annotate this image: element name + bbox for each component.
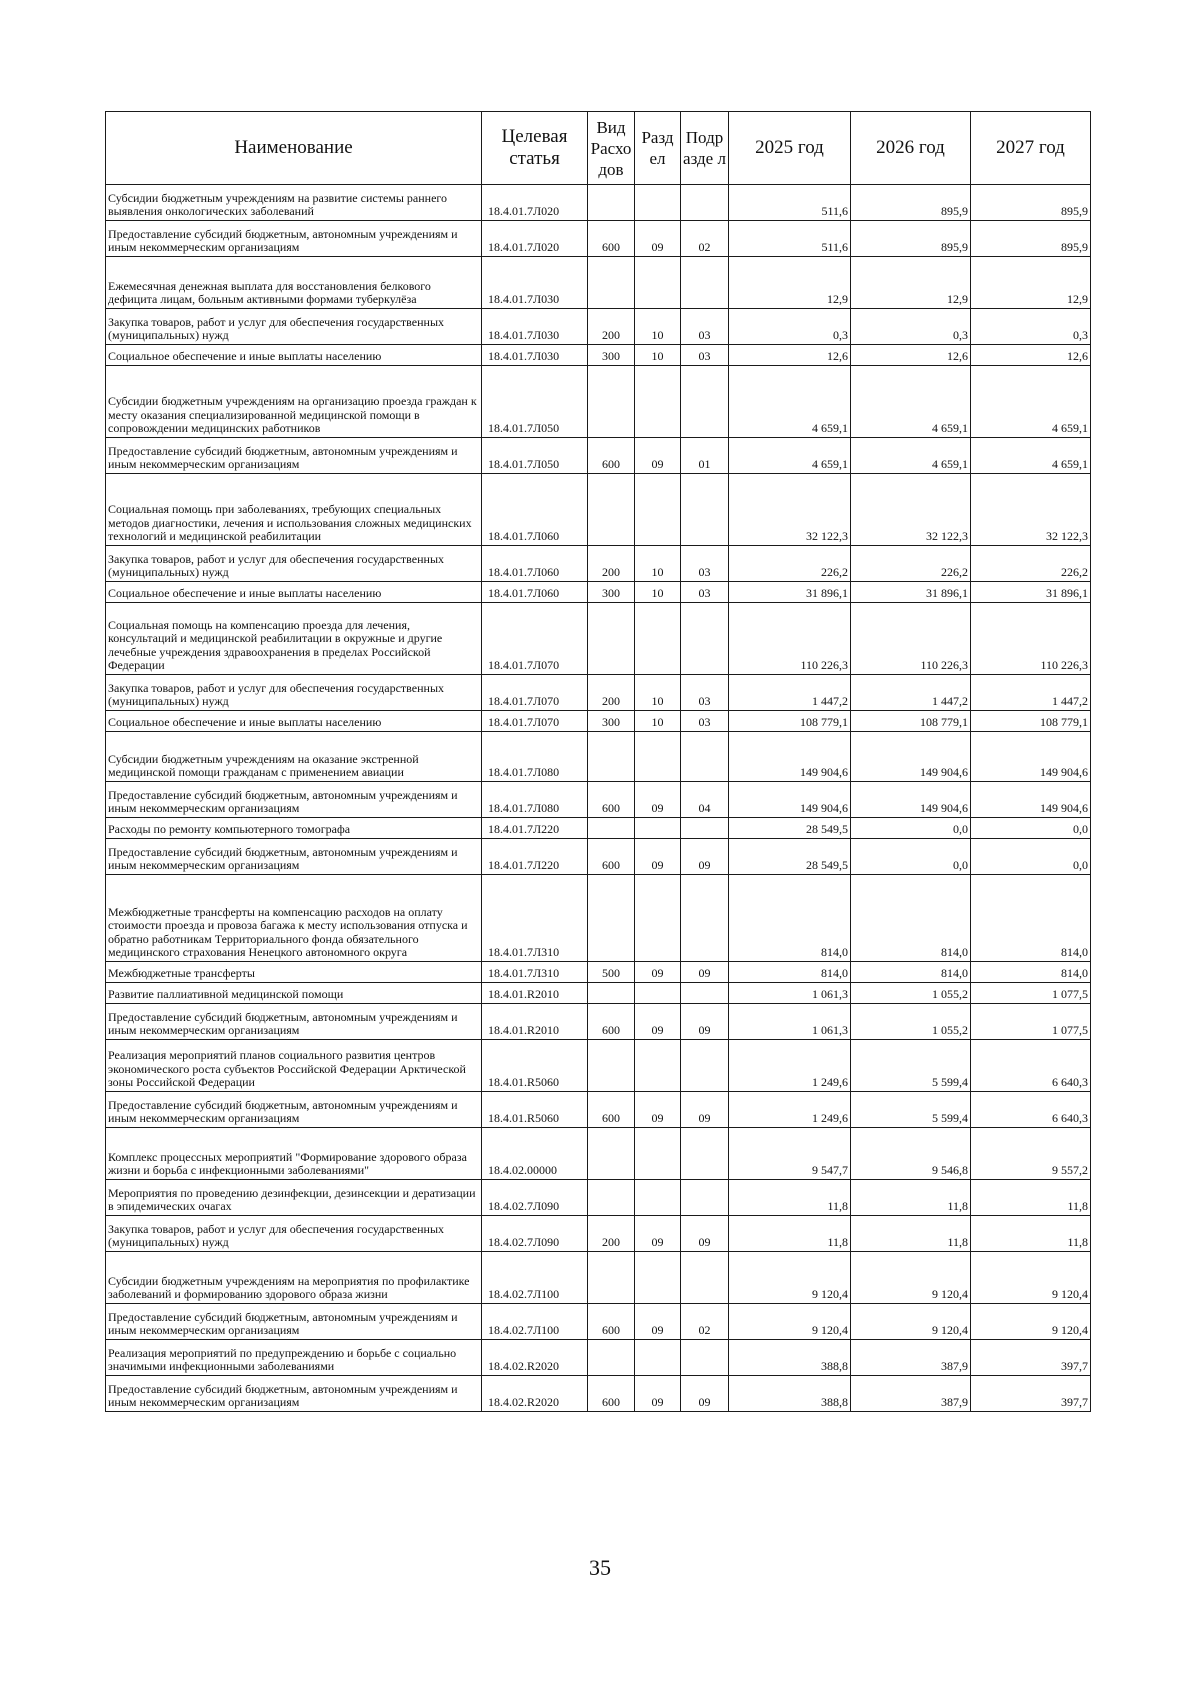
row-target-article: 18.4.01.7Л060 (482, 546, 588, 582)
row-amount-2026: 226,2 (851, 546, 971, 582)
row-subsection: 09 (681, 1376, 729, 1412)
table-row (106, 345, 1091, 366)
row-subsection: 09 (681, 1004, 729, 1040)
row-expense-type: 600 (588, 1376, 635, 1412)
table-row (106, 782, 1091, 818)
row-target-article: 18.4.01.7Л020 (482, 221, 588, 257)
row-name: Социальное обеспечение и иные выплаты населению (106, 345, 482, 366)
row-target-article: 18.4.02.7Л100 (482, 1252, 588, 1304)
row-amount-2026: 1 447,2 (851, 675, 971, 711)
row-expense-type: 200 (588, 1216, 635, 1252)
row-amount-2026: 9 120,4 (851, 1252, 971, 1304)
row-expense-type: 600 (588, 221, 635, 257)
row-amount-2027: 1 077,5 (971, 983, 1091, 1004)
table-row (106, 839, 1091, 875)
row-name: Предоставление субсидий бюджетным, автономным учреждениям и иным некоммерческим организациям (106, 221, 482, 257)
row-amount-2026: 149 904,6 (851, 782, 971, 818)
row-expense-type (588, 474, 635, 546)
row-section (635, 185, 681, 221)
row-name: Предоставление субсидий бюджетным, автономным учреждениям и иным некоммерческим организациям (106, 839, 482, 875)
table-row (106, 1128, 1091, 1180)
row-subsection (681, 983, 729, 1004)
row-section: 10 (635, 582, 681, 603)
row-section (635, 474, 681, 546)
row-subsection (681, 366, 729, 438)
row-amount-2027: 0,0 (971, 839, 1091, 875)
table-row (106, 185, 1091, 221)
row-section: 09 (635, 1376, 681, 1412)
row-name: Закупка товаров, работ и услуг для обеспечения государственных (муниципальных) нужд (106, 309, 482, 345)
row-amount-2025: 108 779,1 (729, 711, 851, 732)
row-subsection: 02 (681, 221, 729, 257)
row-amount-2026: 5 599,4 (851, 1092, 971, 1128)
header-target-article: Целевая статья (482, 112, 588, 185)
row-subsection: 09 (681, 1216, 729, 1252)
row-section (635, 1252, 681, 1304)
row-amount-2025: 0,3 (729, 309, 851, 345)
row-section (635, 603, 681, 675)
table-row (106, 474, 1091, 546)
row-amount-2025: 11,8 (729, 1216, 851, 1252)
row-expense-type: 200 (588, 309, 635, 345)
row-expense-type: 300 (588, 582, 635, 603)
table-row (106, 1216, 1091, 1252)
row-target-article: 18.4.01.7Л050 (482, 366, 588, 438)
row-subsection: 02 (681, 1304, 729, 1340)
row-section (635, 875, 681, 962)
row-amount-2025: 9 120,4 (729, 1304, 851, 1340)
row-subsection: 03 (681, 309, 729, 345)
row-name: Субсидии бюджетным учреждениям на развитие системы раннего выявления онкологических заболеваний (106, 185, 482, 221)
row-section (635, 1128, 681, 1180)
row-name: Предоставление субсидий бюджетным, автономным учреждениям и иным некоммерческим организациям (106, 1004, 482, 1040)
row-name: Субсидии бюджетным учреждениям на организацию проезда граждан к месту оказания специализированной медицинской помощи в сопровождении медицинских работников (106, 366, 482, 438)
row-subsection (681, 732, 729, 782)
row-expense-type (588, 257, 635, 309)
row-amount-2027: 9 120,4 (971, 1304, 1091, 1340)
row-amount-2026: 9 546,8 (851, 1128, 971, 1180)
row-name: Комплекс процессных мероприятий "Формирование здорового образа жизни и борьба с инфекционными заболеваниями" (106, 1128, 482, 1180)
row-amount-2025: 1 249,6 (729, 1040, 851, 1092)
row-expense-type: 600 (588, 782, 635, 818)
row-amount-2026: 4 659,1 (851, 438, 971, 474)
row-target-article: 18.4.01.7Л070 (482, 603, 588, 675)
table-row (106, 438, 1091, 474)
row-expense-type: 300 (588, 345, 635, 366)
row-section: 09 (635, 438, 681, 474)
row-amount-2025: 1 061,3 (729, 983, 851, 1004)
row-amount-2025: 1 249,6 (729, 1092, 851, 1128)
row-amount-2026: 4 659,1 (851, 366, 971, 438)
row-amount-2027: 31 896,1 (971, 582, 1091, 603)
table-row (106, 1180, 1091, 1216)
row-target-article: 18.4.02.7Л090 (482, 1180, 588, 1216)
header-section: Разд ел (635, 112, 681, 185)
row-expense-type: 200 (588, 675, 635, 711)
row-expense-type: 300 (588, 711, 635, 732)
row-amount-2027: 11,8 (971, 1216, 1091, 1252)
row-section (635, 1340, 681, 1376)
row-subsection (681, 185, 729, 221)
row-target-article: 18.4.01.7Л220 (482, 839, 588, 875)
header-row (106, 112, 1091, 185)
row-name: Расходы по ремонту компьютерного томографа (106, 818, 482, 839)
row-subsection (681, 1340, 729, 1376)
row-amount-2025: 814,0 (729, 875, 851, 962)
row-subsection (681, 1128, 729, 1180)
table-row (106, 1004, 1091, 1040)
row-target-article: 18.4.01.R2010 (482, 1004, 588, 1040)
row-subsection: 03 (681, 675, 729, 711)
row-amount-2025: 388,8 (729, 1376, 851, 1412)
row-section: 09 (635, 1004, 681, 1040)
row-amount-2025: 110 226,3 (729, 603, 851, 675)
row-amount-2027: 226,2 (971, 546, 1091, 582)
row-subsection: 03 (681, 711, 729, 732)
row-amount-2027: 9 120,4 (971, 1252, 1091, 1304)
row-amount-2026: 814,0 (851, 875, 971, 962)
table-row (106, 818, 1091, 839)
row-section: 09 (635, 782, 681, 818)
row-amount-2026: 0,0 (851, 839, 971, 875)
row-amount-2026: 12,6 (851, 345, 971, 366)
row-section (635, 732, 681, 782)
row-amount-2026: 32 122,3 (851, 474, 971, 546)
table-row (106, 1376, 1091, 1412)
row-section: 09 (635, 1304, 681, 1340)
row-amount-2027: 6 640,3 (971, 1092, 1091, 1128)
header-subsection: Подр азде л (681, 112, 729, 185)
row-section: 10 (635, 309, 681, 345)
row-name: Предоставление субсидий бюджетным, автономным учреждениям и иным некоммерческим организациям (106, 1376, 482, 1412)
row-amount-2027: 149 904,6 (971, 732, 1091, 782)
row-amount-2026: 9 120,4 (851, 1304, 971, 1340)
table-row (106, 582, 1091, 603)
row-section: 10 (635, 675, 681, 711)
table-row (106, 1040, 1091, 1092)
row-subsection (681, 1040, 729, 1092)
row-expense-type (588, 818, 635, 839)
row-expense-type: 200 (588, 546, 635, 582)
row-target-article: 18.4.02.7Л090 (482, 1216, 588, 1252)
row-amount-2027: 814,0 (971, 962, 1091, 983)
row-amount-2025: 12,9 (729, 257, 851, 309)
row-amount-2025: 226,2 (729, 546, 851, 582)
row-name: Субсидии бюджетным учреждениям на оказание экстренной медицинской помощи гражданам с применением авиации (106, 732, 482, 782)
row-subsection (681, 603, 729, 675)
row-subsection (681, 1180, 729, 1216)
row-expense-type: 600 (588, 438, 635, 474)
row-amount-2027: 895,9 (971, 221, 1091, 257)
row-section (635, 818, 681, 839)
row-amount-2025: 31 896,1 (729, 582, 851, 603)
row-name: Закупка товаров, работ и услуг для обеспечения государственных (муниципальных) нужд (106, 1216, 482, 1252)
row-subsection: 03 (681, 582, 729, 603)
row-amount-2025: 9 547,7 (729, 1128, 851, 1180)
table-row (106, 309, 1091, 345)
row-name: Межбюджетные трансферты на компенсацию расходов на оплату стоимости проезда и провоза багажа к месту использования отпуска и обратно работникам Территориального фонда обязательного медицинского страхования Ненецкого автономного округа (106, 875, 482, 962)
row-amount-2027: 110 226,3 (971, 603, 1091, 675)
row-name: Субсидии бюджетным учреждениям на мероприятия по профилактике заболеваний и формированию здорового образа жизни (106, 1252, 482, 1304)
row-name: Реализация мероприятий по предупреждению и борьбе с социально значимыми инфекционными заболеваниями (106, 1340, 482, 1376)
page-number: 35 (589, 1555, 611, 1580)
row-subsection (681, 257, 729, 309)
table-row (106, 983, 1091, 1004)
row-amount-2026: 11,8 (851, 1216, 971, 1252)
table-row (106, 675, 1091, 711)
row-amount-2025: 28 549,5 (729, 839, 851, 875)
row-name: Предоставление субсидий бюджетным, автономным учреждениям и иным некоммерческим организациям (106, 438, 482, 474)
row-amount-2025: 814,0 (729, 962, 851, 983)
row-subsection: 09 (681, 962, 729, 983)
row-expense-type (588, 1340, 635, 1376)
header-year-2026: 2026 год (851, 112, 971, 185)
row-amount-2026: 108 779,1 (851, 711, 971, 732)
row-section (635, 257, 681, 309)
row-amount-2026: 12,9 (851, 257, 971, 309)
row-section (635, 983, 681, 1004)
table-row (106, 875, 1091, 962)
row-target-article: 18.4.01.7Л080 (482, 732, 588, 782)
row-amount-2027: 12,6 (971, 345, 1091, 366)
row-amount-2026: 0,3 (851, 309, 971, 345)
row-target-article: 18.4.01.R5060 (482, 1040, 588, 1092)
row-subsection: 01 (681, 438, 729, 474)
row-target-article: 18.4.02.7Л100 (482, 1304, 588, 1340)
row-target-article: 18.4.02.00000 (482, 1128, 588, 1180)
row-amount-2025: 388,8 (729, 1340, 851, 1376)
table-row (106, 257, 1091, 309)
row-section: 10 (635, 345, 681, 366)
row-amount-2025: 1 061,3 (729, 1004, 851, 1040)
row-expense-type (588, 983, 635, 1004)
row-amount-2026: 895,9 (851, 221, 971, 257)
row-amount-2027: 6 640,3 (971, 1040, 1091, 1092)
row-amount-2025: 12,6 (729, 345, 851, 366)
row-subsection (681, 818, 729, 839)
row-amount-2027: 12,9 (971, 257, 1091, 309)
row-amount-2025: 9 120,4 (729, 1252, 851, 1304)
row-expense-type (588, 1252, 635, 1304)
row-target-article: 18.4.01.R2010 (482, 983, 588, 1004)
row-name: Ежемесячная денежная выплата для восстановления белкового дефицита лицам, больным активными формами туберкулёза (106, 257, 482, 309)
row-section: 09 (635, 839, 681, 875)
table-row (106, 221, 1091, 257)
table-header (106, 112, 1091, 185)
row-amount-2025: 4 659,1 (729, 366, 851, 438)
row-expense-type (588, 732, 635, 782)
row-name: Закупка товаров, работ и услуг для обеспечения государственных (муниципальных) нужд (106, 675, 482, 711)
row-amount-2025: 149 904,6 (729, 732, 851, 782)
table-row (106, 1304, 1091, 1340)
row-target-article: 18.4.01.7Л030 (482, 345, 588, 366)
row-name: Закупка товаров, работ и услуг для обеспечения государственных (муниципальных) нужд (106, 546, 482, 582)
row-amount-2026: 5 599,4 (851, 1040, 971, 1092)
row-expense-type (588, 603, 635, 675)
row-amount-2027: 814,0 (971, 875, 1091, 962)
row-amount-2027: 0,0 (971, 818, 1091, 839)
row-section (635, 366, 681, 438)
row-amount-2025: 511,6 (729, 185, 851, 221)
row-subsection: 09 (681, 1092, 729, 1128)
budget-table (105, 111, 1091, 1412)
table-row (106, 366, 1091, 438)
row-name: Предоставление субсидий бюджетным, автономным учреждениям и иным некоммерческим организациям (106, 782, 482, 818)
row-amount-2027: 4 659,1 (971, 366, 1091, 438)
row-name: Предоставление субсидий бюджетным, автономным учреждениям и иным некоммерческим организациям (106, 1092, 482, 1128)
row-amount-2026: 0,0 (851, 818, 971, 839)
row-target-article: 18.4.01.7Л310 (482, 875, 588, 962)
row-section (635, 1040, 681, 1092)
row-amount-2026: 814,0 (851, 962, 971, 983)
row-subsection (681, 1252, 729, 1304)
row-amount-2027: 1 077,5 (971, 1004, 1091, 1040)
row-target-article: 18.4.01.7Л070 (482, 711, 588, 732)
row-name: Межбюджетные трансферты (106, 962, 482, 983)
header-year-2025: 2025 год (729, 112, 851, 185)
row-expense-type (588, 1128, 635, 1180)
row-target-article: 18.4.02.R2020 (482, 1340, 588, 1376)
row-amount-2026: 895,9 (851, 185, 971, 221)
row-subsection: 03 (681, 345, 729, 366)
row-expense-type (588, 1180, 635, 1216)
row-amount-2025: 149 904,6 (729, 782, 851, 818)
row-subsection: 04 (681, 782, 729, 818)
row-expense-type: 600 (588, 1004, 635, 1040)
row-amount-2026: 149 904,6 (851, 732, 971, 782)
row-subsection: 09 (681, 839, 729, 875)
row-amount-2027: 4 659,1 (971, 438, 1091, 474)
row-expense-type: 600 (588, 1304, 635, 1340)
row-name: Социальная помощь на компенсацию проезда для лечения, консультаций и медицинской реабилитации в окружные и другие лечебные учреждения здравоохранения в пределах Российской Федерации (106, 603, 482, 675)
row-name: Предоставление субсидий бюджетным, автономным учреждениям и иным некоммерческим организациям (106, 1304, 482, 1340)
row-amount-2026: 31 896,1 (851, 582, 971, 603)
row-section (635, 1180, 681, 1216)
header-name: Наименование (106, 112, 482, 185)
row-name: Социальное обеспечение и иные выплаты населению (106, 711, 482, 732)
row-amount-2027: 108 779,1 (971, 711, 1091, 732)
row-expense-type (588, 875, 635, 962)
row-expense-type (588, 366, 635, 438)
row-expense-type: 600 (588, 1092, 635, 1128)
row-target-article: 18.4.01.7Л310 (482, 962, 588, 983)
row-amount-2025: 511,6 (729, 221, 851, 257)
table-body (106, 185, 1091, 1412)
row-expense-type (588, 1040, 635, 1092)
row-target-article: 18.4.01.7Л080 (482, 782, 588, 818)
row-amount-2025: 11,8 (729, 1180, 851, 1216)
row-amount-2027: 397,7 (971, 1376, 1091, 1412)
row-subsection (681, 474, 729, 546)
row-target-article: 18.4.01.7Л070 (482, 675, 588, 711)
row-amount-2026: 110 226,3 (851, 603, 971, 675)
row-target-article: 18.4.01.7Л030 (482, 309, 588, 345)
row-subsection (681, 875, 729, 962)
table-row (106, 603, 1091, 675)
row-section: 09 (635, 221, 681, 257)
header-expense-type: Вид Расхо дов (588, 112, 635, 185)
table-row (106, 962, 1091, 983)
row-expense-type: 500 (588, 962, 635, 983)
row-amount-2026: 1 055,2 (851, 983, 971, 1004)
table-row (106, 1252, 1091, 1304)
row-amount-2026: 387,9 (851, 1376, 971, 1412)
row-amount-2026: 387,9 (851, 1340, 971, 1376)
row-amount-2027: 9 557,2 (971, 1128, 1091, 1180)
row-name: Социальное обеспечение и иные выплаты населению (106, 582, 482, 603)
row-amount-2026: 1 055,2 (851, 1004, 971, 1040)
row-amount-2027: 397,7 (971, 1340, 1091, 1376)
header-year-2027: 2027 год (971, 112, 1091, 185)
row-section: 09 (635, 1092, 681, 1128)
row-amount-2027: 1 447,2 (971, 675, 1091, 711)
row-amount-2027: 895,9 (971, 185, 1091, 221)
row-amount-2026: 11,8 (851, 1180, 971, 1216)
row-amount-2025: 1 447,2 (729, 675, 851, 711)
row-amount-2027: 149 904,6 (971, 782, 1091, 818)
row-name: Развитие паллиативной медицинской помощи (106, 983, 482, 1004)
row-expense-type: 600 (588, 839, 635, 875)
row-target-article: 18.4.01.7Л060 (482, 582, 588, 603)
row-amount-2027: 0,3 (971, 309, 1091, 345)
row-name: Реализация мероприятий планов социального развития центров экономического роста субъектов Российской Федерации Арктической зоны Российской Федерации (106, 1040, 482, 1092)
table-row (106, 711, 1091, 732)
row-target-article: 18.4.01.R5060 (482, 1092, 588, 1128)
row-section: 10 (635, 546, 681, 582)
row-amount-2025: 32 122,3 (729, 474, 851, 546)
table-row (106, 1340, 1091, 1376)
row-section: 10 (635, 711, 681, 732)
table-row (106, 732, 1091, 782)
row-target-article: 18.4.01.7Л220 (482, 818, 588, 839)
row-amount-2025: 4 659,1 (729, 438, 851, 474)
row-subsection: 03 (681, 546, 729, 582)
row-amount-2027: 11,8 (971, 1180, 1091, 1216)
row-name: Мероприятия по проведению дезинфекции, дезинсекции и дератизации в эпидемических очагах (106, 1180, 482, 1216)
row-amount-2025: 28 549,5 (729, 818, 851, 839)
row-name: Социальная помощь при заболеваниях, требующих специальных методов диагностики, лечения и использования сложных медицинских технологий и медицинской реабилитации (106, 474, 482, 546)
table-row (106, 1092, 1091, 1128)
row-target-article: 18.4.01.7Л030 (482, 257, 588, 309)
row-target-article: 18.4.02.R2020 (482, 1376, 588, 1412)
row-target-article: 18.4.01.7Л050 (482, 438, 588, 474)
row-section: 09 (635, 962, 681, 983)
row-amount-2027: 32 122,3 (971, 474, 1091, 546)
row-target-article: 18.4.01.7Л060 (482, 474, 588, 546)
row-section: 09 (635, 1216, 681, 1252)
row-expense-type (588, 185, 635, 221)
row-target-article: 18.4.01.7Л020 (482, 185, 588, 221)
table-row (106, 546, 1091, 582)
